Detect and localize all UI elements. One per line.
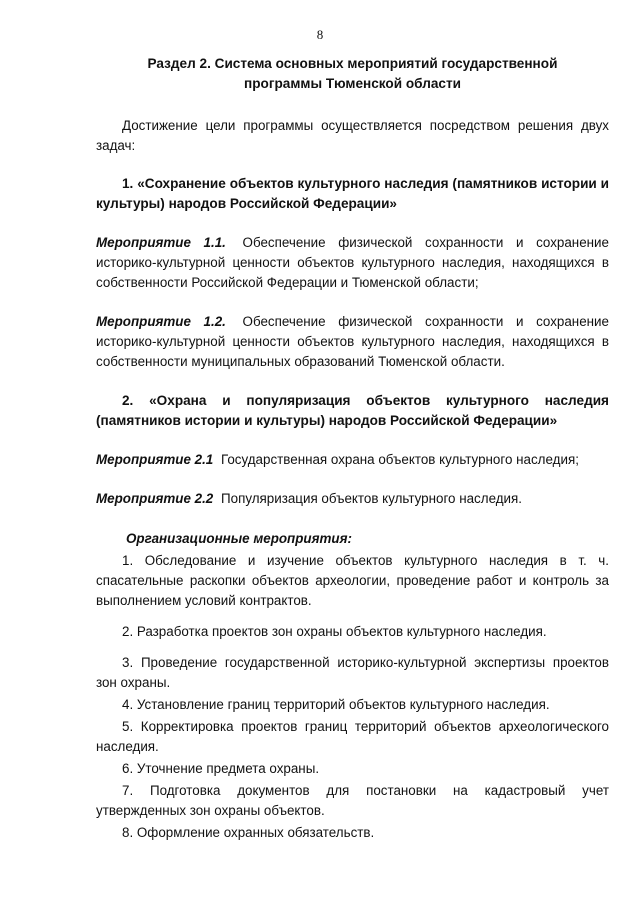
org-item-6: 6. Уточнение предмета охраны. bbox=[122, 761, 320, 776]
task-1-heading: 1. «Сохранение объектов культурного наследия (памятников истории и культуры) народов Российской Федерации» bbox=[96, 176, 609, 211]
measure-label: Мероприятие 2.2 bbox=[96, 491, 214, 506]
measure-1-2 bbox=[96, 312, 609, 372]
intro-paragraph: Достижение цели программы осуществляется посредством решения двух задач: bbox=[96, 118, 609, 153]
measure-1-1 bbox=[96, 233, 609, 293]
org-item-4: 4. Установление границ территорий объектов культурного наследия. bbox=[122, 697, 550, 712]
org-item-5: 5. Корректировка проектов границ территорий объектов археологического наследия. bbox=[96, 719, 609, 754]
measure-label: Мероприятие 2.1 bbox=[96, 452, 214, 467]
section-title-line2: программы Тюменской области bbox=[244, 76, 461, 91]
page-number: 8 bbox=[316, 27, 324, 42]
org-item-7: 7. Подготовка документов для постановки на кадастровый учет утвержденных зон охраны объектов. bbox=[96, 783, 609, 818]
measure-text: Обеспечение физической сохранности и сохранение историко-культурной ценности объектов культурного наследия, находящихся в собственности Российской Федерации и Тюменской области; bbox=[96, 235, 609, 290]
org-item-1: 1. Обследование и изучение объектов культурного наследия в т. ч. спасательные раскопки объектов археологии, проведение работ и контроль за выполнением условий контрактов. bbox=[96, 553, 609, 608]
measure-label: Мероприятие 1.2. bbox=[96, 314, 226, 329]
document-body bbox=[96, 54, 609, 845]
org-item-8: 8. Оформление охранных обязательств. bbox=[122, 825, 375, 840]
section-title-line1: Раздел 2. Система основных мероприятий государственной bbox=[147, 56, 558, 71]
section-title bbox=[96, 54, 609, 94]
measure-2-1 bbox=[96, 450, 609, 470]
org-item-3: 3. Проведение государственной историко-культурной экспертизы проектов зон охраны. bbox=[96, 655, 609, 690]
org-measures-heading: Организационные мероприятия: bbox=[126, 531, 352, 546]
measure-2-2 bbox=[96, 489, 609, 509]
org-item-2: 2. Разработка проектов зон охраны объектов культурного наследия. bbox=[122, 624, 547, 639]
task-2-heading: 2. «Охрана и популяризация объектов культурного наследия (памятников истории и культуры) народов Российской Федерации» bbox=[96, 393, 609, 428]
measure-text: Обеспечение физической сохранности и сохранение историко-культурной ценности объектов культурного наследия, находящихся в собственности муниципальных образований Тюменской области. bbox=[96, 314, 609, 369]
measure-text: Популяризация объектов культурного наследия. bbox=[221, 491, 522, 506]
measure-label: Мероприятие 1.1. bbox=[96, 235, 226, 250]
measure-text: Государственная охрана объектов культурного наследия; bbox=[221, 452, 579, 467]
